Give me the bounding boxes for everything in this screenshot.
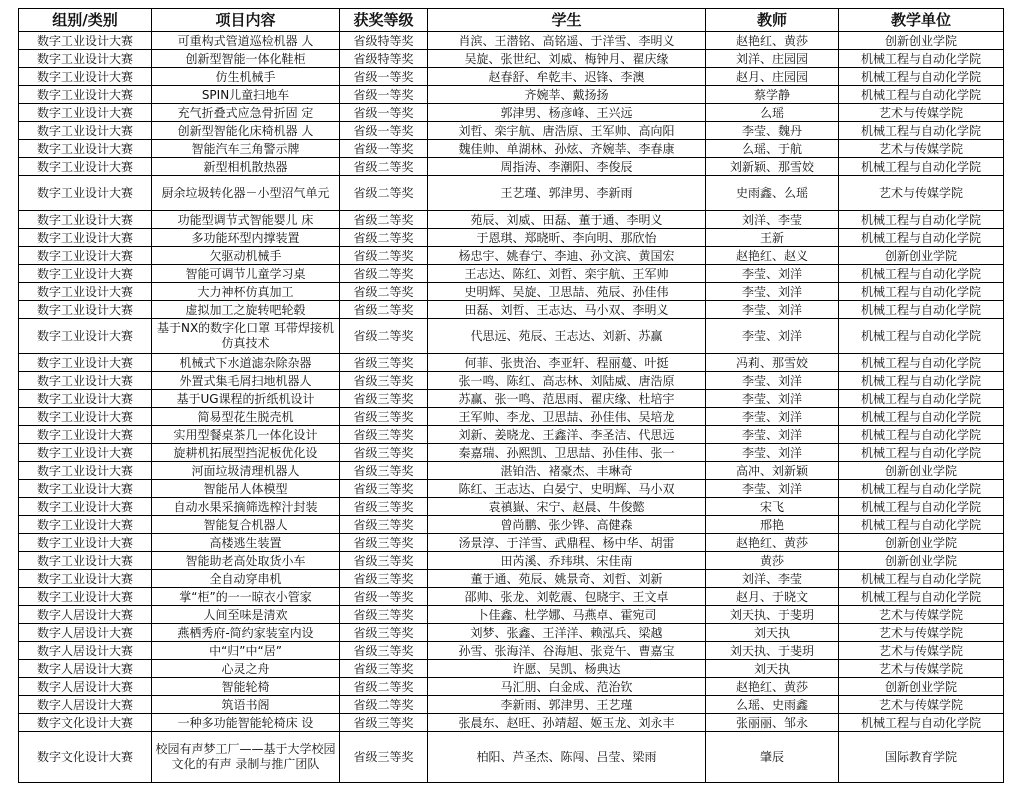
table-row: [19, 32, 1004, 50]
cell-department: 机械工程与自动化学院: [839, 354, 1004, 372]
cell-teachers: 蔡学静: [706, 86, 839, 104]
cell-award-level: 省级特等奖: [340, 50, 428, 68]
cell-teachers: 么瑶: [706, 104, 839, 122]
table-row: [19, 283, 1004, 301]
cell-group: 数字文化设计大赛: [19, 732, 152, 783]
cell-teachers: 邢艳: [706, 516, 839, 534]
cell-award-level: 省级二等奖: [340, 265, 428, 283]
cell-teachers: 李莹、刘洋: [706, 390, 839, 408]
cell-department: 艺术与传媒学院: [839, 660, 1004, 678]
cell-students: 代思远、苑辰、王志达、刘新、苏赢: [428, 319, 706, 354]
table-header-row: [19, 9, 1004, 32]
cell-award-level: 省级特等奖: [340, 32, 428, 50]
cell-award-level: 省级二等奖: [340, 678, 428, 696]
cell-students: 马汇朋、白金成、范治钦: [428, 678, 706, 696]
cell-group: 数字人居设计大赛: [19, 660, 152, 678]
cell-project: 充气折叠式应急骨折固 定: [152, 104, 340, 122]
cell-students: 张晨东、赵旺、孙靖超、姬玉龙、刘永丰: [428, 714, 706, 732]
cell-group: 数字工业设计大赛: [19, 498, 152, 516]
table-row: [19, 301, 1004, 319]
cell-award-level: 省级三等奖: [340, 606, 428, 624]
header-project: 项目内容: [152, 9, 340, 32]
cell-award-level: 省级二等奖: [340, 211, 428, 229]
cell-award-level: 省级一等奖: [340, 68, 428, 86]
cell-group: 数字人居设计大赛: [19, 624, 152, 642]
cell-teachers: 李莹、刘洋: [706, 265, 839, 283]
cell-award-level: 省级三等奖: [340, 480, 428, 498]
cell-project: 新型相机散热器: [152, 158, 340, 176]
cell-project: 智能轮椅: [152, 678, 340, 696]
table-row: [19, 714, 1004, 732]
cell-award-level: 省级三等奖: [340, 462, 428, 480]
cell-award-level: 省级三等奖: [340, 372, 428, 390]
cell-department: 艺术与传媒学院: [839, 642, 1004, 660]
cell-students: 于恩琪、郑晓昕、李向明、那欣怡: [428, 229, 706, 247]
header-department: 教学单位: [839, 9, 1004, 32]
cell-group: 数字工业设计大赛: [19, 86, 152, 104]
cell-department: 机械工程与自动化学院: [839, 122, 1004, 140]
table-row: [19, 570, 1004, 588]
cell-students: 董于通、苑辰、姚景奇、刘哲、刘新: [428, 570, 706, 588]
table-row: [19, 462, 1004, 480]
cell-students: 柏阳、芦圣杰、陈闯、吕莹、梁雨: [428, 732, 706, 783]
cell-award-level: 省级三等奖: [340, 390, 428, 408]
cell-project: 大力神杯仿真加工: [152, 283, 340, 301]
cell-students: 邵帅、张龙、刘乾震、包晓宇、王文卓: [428, 588, 706, 606]
cell-award-level: 省级三等奖: [340, 426, 428, 444]
cell-students: 魏佳帅、单湖林、孙炫、齐婉莘、李春康: [428, 140, 706, 158]
cell-department: 机械工程与自动化学院: [839, 372, 1004, 390]
cell-department: 创新创业学院: [839, 247, 1004, 265]
cell-students: 刘新、姜晓龙、王鑫洋、李圣洁、代思远: [428, 426, 706, 444]
cell-project: 智能助老高处取货小车: [152, 552, 340, 570]
table-row: [19, 140, 1004, 158]
cell-project: 智能复合机器人: [152, 516, 340, 534]
cell-group: 数字工业设计大赛: [19, 301, 152, 319]
cell-project: 全自动穿串机: [152, 570, 340, 588]
cell-project: 心灵之舟: [152, 660, 340, 678]
cell-project: SPIN儿童扫地车: [152, 86, 340, 104]
cell-teachers: 刘洋、庄园园: [706, 50, 839, 68]
cell-group: 数字工业设计大赛: [19, 534, 152, 552]
table-row: [19, 390, 1004, 408]
table-row: [19, 158, 1004, 176]
cell-project: 创新型智能化床椅机器 人: [152, 122, 340, 140]
cell-department: 艺术与传媒学院: [839, 104, 1004, 122]
cell-project: 欠驱动机械手: [152, 247, 340, 265]
cell-group: 数字人居设计大赛: [19, 696, 152, 714]
cell-project: 外置式集毛屑扫地机器人: [152, 372, 340, 390]
cell-teachers: 史雨鑫、么瑶: [706, 176, 839, 211]
cell-students: 吴旋、张世纪、刘威、梅钟月、翟庆缘: [428, 50, 706, 68]
cell-department: 艺术与传媒学院: [839, 176, 1004, 211]
cell-teachers: 李莹、刘洋: [706, 426, 839, 444]
table-row: [19, 498, 1004, 516]
cell-group: 数字工业设计大赛: [19, 122, 152, 140]
cell-award-level: 省级二等奖: [340, 176, 428, 211]
cell-students: 袁禛嶽、宋宁、赵晨、牛俊懿: [428, 498, 706, 516]
cell-group: 数字人居设计大赛: [19, 642, 152, 660]
cell-group: 数字人居设计大赛: [19, 678, 152, 696]
table-row: [19, 372, 1004, 390]
cell-group: 数字工业设计大赛: [19, 176, 152, 211]
table-row: [19, 696, 1004, 714]
cell-teachers: 肇辰: [706, 732, 839, 783]
cell-department: 机械工程与自动化学院: [839, 588, 1004, 606]
table-row: [19, 606, 1004, 624]
cell-department: 机械工程与自动化学院: [839, 319, 1004, 354]
table-row: [19, 68, 1004, 86]
cell-department: 机械工程与自动化学院: [839, 50, 1004, 68]
cell-award-level: 省级二等奖: [340, 247, 428, 265]
cell-project: 仿生机械手: [152, 68, 340, 86]
cell-project: 智能汽车三角警示牌: [152, 140, 340, 158]
cell-project: 基于UG课程的折纸机设计: [152, 390, 340, 408]
cell-group: 数字工业设计大赛: [19, 444, 152, 462]
table-row: [19, 229, 1004, 247]
table-row: [19, 265, 1004, 283]
cell-project: 人间至味是清欢: [152, 606, 340, 624]
cell-department: 机械工程与自动化学院: [839, 301, 1004, 319]
cell-group: 数字工业设计大赛: [19, 283, 152, 301]
cell-teachers: 李莹、刘洋: [706, 283, 839, 301]
cell-teachers: 李莹、刘洋: [706, 444, 839, 462]
header-group: 组别/类别: [19, 9, 152, 32]
cell-students: 肖滨、王潜铭、高铭遥、于洋雪、李明义: [428, 32, 706, 50]
cell-students: 刘梦、张鑫、王洋洋、赖泓兵、梁越: [428, 624, 706, 642]
cell-students: 孙雪、张海洋、谷海旭、张竞午、曹嘉宝: [428, 642, 706, 660]
cell-project: 多功能环型内撑装置: [152, 229, 340, 247]
cell-project: 校园有声梦工厂——基于大学校园文化的有声 录制与推广团队: [152, 732, 340, 783]
header-teachers: 教师: [706, 9, 839, 32]
cell-department: 机械工程与自动化学院: [839, 444, 1004, 462]
cell-teachers: 刘新颖、那雪姣: [706, 158, 839, 176]
cell-award-level: 省级一等奖: [340, 86, 428, 104]
table-row: [19, 444, 1004, 462]
cell-teachers: 刘天执、于斐玥: [706, 606, 839, 624]
cell-group: 数字工业设计大赛: [19, 265, 152, 283]
table-row: [19, 678, 1004, 696]
cell-teachers: 李莹、刘洋: [706, 408, 839, 426]
table-container: [18, 8, 1004, 783]
cell-project: 功能型调节式智能婴儿 床: [152, 211, 340, 229]
cell-students: 湛铂浩、褚豪杰、丰琳奇: [428, 462, 706, 480]
cell-group: 数字工业设计大赛: [19, 588, 152, 606]
table-row: [19, 319, 1004, 354]
cell-award-level: 省级三等奖: [340, 624, 428, 642]
cell-teachers: 刘洋、李莹: [706, 211, 839, 229]
cell-project: 虚拟加工之旋转吧轮毂: [152, 301, 340, 319]
table-row: [19, 552, 1004, 570]
cell-students: 曾尚鹏、张少铧、高健森: [428, 516, 706, 534]
cell-teachers: 刘天执、于斐玥: [706, 642, 839, 660]
cell-department: 机械工程与自动化学院: [839, 283, 1004, 301]
cell-students: 张一鸣、陈红、高志林、刘陆威、唐浩原: [428, 372, 706, 390]
cell-award-level: 省级三等奖: [340, 498, 428, 516]
cell-department: 艺术与传媒学院: [839, 606, 1004, 624]
cell-group: 数字工业设计大赛: [19, 480, 152, 498]
cell-teachers: 刘洋、李莹: [706, 570, 839, 588]
cell-award-level: 省级二等奖: [340, 319, 428, 354]
table-body: [19, 32, 1004, 783]
table-row: [19, 588, 1004, 606]
table-row: [19, 426, 1004, 444]
table-row: [19, 516, 1004, 534]
cell-award-level: 省级三等奖: [340, 354, 428, 372]
cell-project: 旋耕机拓展型挡泥板优化设: [152, 444, 340, 462]
cell-award-level: 省级三等奖: [340, 534, 428, 552]
cell-group: 数字工业设计大赛: [19, 516, 152, 534]
cell-award-level: 省级二等奖: [340, 158, 428, 176]
table-row: [19, 624, 1004, 642]
cell-group: 数字工业设计大赛: [19, 570, 152, 588]
cell-students: 郭津男、杨彦峰、王兴远: [428, 104, 706, 122]
cell-teachers: 么瑶、于航: [706, 140, 839, 158]
cell-teachers: 冯莉、那雪姣: [706, 354, 839, 372]
cell-project: 实用型餐桌茶几一体化设计: [152, 426, 340, 444]
cell-department: 机械工程与自动化学院: [839, 408, 1004, 426]
cell-students: 苑辰、刘威、田磊、董于通、李明义: [428, 211, 706, 229]
cell-award-level: 省级三等奖: [340, 732, 428, 783]
cell-group: 数字工业设计大赛: [19, 390, 152, 408]
table-row: [19, 732, 1004, 783]
cell-project: 可重构式管道巡检机器 人: [152, 32, 340, 50]
cell-project: 厨余垃圾转化器－小型沼气单元: [152, 176, 340, 211]
cell-award-level: 省级三等奖: [340, 552, 428, 570]
cell-project: 自动水果采摘筛选榨汁封装: [152, 498, 340, 516]
cell-group: 数字工业设计大赛: [19, 247, 152, 265]
table-row: [19, 660, 1004, 678]
cell-project: 燕栖秀府-简约家装室内设: [152, 624, 340, 642]
cell-teachers: 赵月、庄园园: [706, 68, 839, 86]
cell-teachers: 张丽丽、邹永: [706, 714, 839, 732]
cell-award-level: 省级三等奖: [340, 714, 428, 732]
cell-teachers: 刘天执: [706, 660, 839, 678]
cell-project: 筑语书阁: [152, 696, 340, 714]
cell-project: 基于NX的数字化口罩 耳带焊接机仿真技术: [152, 319, 340, 354]
cell-award-level: 省级三等奖: [340, 642, 428, 660]
cell-award-level: 省级二等奖: [340, 283, 428, 301]
cell-department: 机械工程与自动化学院: [839, 498, 1004, 516]
header-award-level: 获奖等级: [340, 9, 428, 32]
cell-teachers: 赵艳红、黄莎: [706, 678, 839, 696]
cell-students: 杨忠宇、姚春宁、李迪、孙文滨、黄国宏: [428, 247, 706, 265]
cell-department: 创新创业学院: [839, 462, 1004, 480]
cell-teachers: 刘天执: [706, 624, 839, 642]
cell-teachers: 宋飞: [706, 498, 839, 516]
cell-project: 智能吊人体模型: [152, 480, 340, 498]
cell-department: 创新创业学院: [839, 534, 1004, 552]
cell-award-level: 省级二等奖: [340, 696, 428, 714]
cell-teachers: 李莹、刘洋: [706, 372, 839, 390]
cell-department: 创新创业学院: [839, 678, 1004, 696]
header-students: 学生: [428, 9, 706, 32]
cell-award-level: 省级三等奖: [340, 660, 428, 678]
cell-students: 李新雨、郭津男、王艺瑾: [428, 696, 706, 714]
cell-teachers: 李莹、刘洋: [706, 301, 839, 319]
cell-department: 机械工程与自动化学院: [839, 390, 1004, 408]
cell-students: 赵春舒、牟乾丰、迟锋、李澳: [428, 68, 706, 86]
cell-students: 卜佳鑫、杜学娜、马燕卓、霍宛司: [428, 606, 706, 624]
cell-project: 高楼逃生装置: [152, 534, 340, 552]
cell-group: 数字工业设计大赛: [19, 408, 152, 426]
cell-group: 数字工业设计大赛: [19, 158, 152, 176]
cell-project: 简易型花生脱壳机: [152, 408, 340, 426]
cell-group: 数字工业设计大赛: [19, 32, 152, 50]
cell-students: 许愿、吴凯、杨典达: [428, 660, 706, 678]
cell-group: 数字工业设计大赛: [19, 140, 152, 158]
table-row: [19, 86, 1004, 104]
cell-students: 王艺瑾、郭津男、李新雨: [428, 176, 706, 211]
table-row: [19, 480, 1004, 498]
cell-award-level: 省级二等奖: [340, 301, 428, 319]
table-row: [19, 122, 1004, 140]
cell-award-level: 省级三等奖: [340, 444, 428, 462]
cell-students: 刘哲、栾宇航、唐浩原、王军帅、高向阳: [428, 122, 706, 140]
table-row: [19, 104, 1004, 122]
cell-department: 机械工程与自动化学院: [839, 426, 1004, 444]
cell-group: 数字工业设计大赛: [19, 354, 152, 372]
cell-students: 汤景淳、于洋雪、武鼎程、杨中华、胡雷: [428, 534, 706, 552]
cell-department: 创新创业学院: [839, 552, 1004, 570]
cell-department: 机械工程与自动化学院: [839, 211, 1004, 229]
cell-students: 秦嘉瑞、孙熙凯、卫思喆、孙佳伟、张一: [428, 444, 706, 462]
cell-teachers: 李莹、刘洋: [706, 319, 839, 354]
cell-students: 周指涛、李潮阳、李俊辰: [428, 158, 706, 176]
cell-students: 何菲、张贵治、李亚轩、程丽蔓、叶挺: [428, 354, 706, 372]
cell-group: 数字工业设计大赛: [19, 462, 152, 480]
cell-department: 艺术与传媒学院: [839, 696, 1004, 714]
cell-group: 数字工业设计大赛: [19, 211, 152, 229]
cell-group: 数字工业设计大赛: [19, 426, 152, 444]
cell-department: 艺术与传媒学院: [839, 624, 1004, 642]
cell-students: 苏赢、张一鸣、范思雨、翟庆缘、杜培宇: [428, 390, 706, 408]
cell-group: 数字文化设计大赛: [19, 714, 152, 732]
table-row: [19, 354, 1004, 372]
cell-students: 王志达、陈红、刘哲、栾宇航、王军帅: [428, 265, 706, 283]
cell-award-level: 省级一等奖: [340, 588, 428, 606]
cell-department: 机械工程与自动化学院: [839, 570, 1004, 588]
cell-teachers: 赵艳红、黄莎: [706, 32, 839, 50]
cell-group: 数字人居设计大赛: [19, 606, 152, 624]
cell-award-level: 省级一等奖: [340, 140, 428, 158]
cell-award-level: 省级三等奖: [340, 516, 428, 534]
cell-project: 中“归”中“居”: [152, 642, 340, 660]
cell-group: 数字工业设计大赛: [19, 229, 152, 247]
cell-department: 创新创业学院: [839, 32, 1004, 50]
table-row: [19, 534, 1004, 552]
cell-students: 齐婉莘、戴扬扬: [428, 86, 706, 104]
cell-teachers: 赵月、于晓文: [706, 588, 839, 606]
cell-award-level: 省级二等奖: [340, 229, 428, 247]
cell-teachers: 么瑶、史雨鑫: [706, 696, 839, 714]
cell-department: 机械工程与自动化学院: [839, 480, 1004, 498]
cell-teachers: 黄莎: [706, 552, 839, 570]
table-row: [19, 50, 1004, 68]
cell-group: 数字工业设计大赛: [19, 104, 152, 122]
cell-project: 一种多功能智能轮椅床 设: [152, 714, 340, 732]
table-row: [19, 247, 1004, 265]
cell-department: 艺术与传媒学院: [839, 140, 1004, 158]
cell-group: 数字工业设计大赛: [19, 50, 152, 68]
cell-award-level: 省级三等奖: [340, 570, 428, 588]
cell-students: 史明辉、吴旋、卫思喆、苑辰、孙佳伟: [428, 283, 706, 301]
cell-group: 数字工业设计大赛: [19, 372, 152, 390]
cell-award-level: 省级一等奖: [340, 104, 428, 122]
awards-table: [18, 8, 1004, 783]
cell-department: 机械工程与自动化学院: [839, 158, 1004, 176]
cell-project: 掌“柜”的一一晾衣小管家: [152, 588, 340, 606]
cell-students: 田磊、刘哲、王志达、马小双、李明义: [428, 301, 706, 319]
cell-department: 国际教育学院: [839, 732, 1004, 783]
cell-department: 机械工程与自动化学院: [839, 714, 1004, 732]
cell-project: 河面垃圾清理机器人: [152, 462, 340, 480]
cell-students: 陈红、王志达、白晏宁、史明辉、马小双: [428, 480, 706, 498]
cell-project: 机械式下水道滤杂除杂器: [152, 354, 340, 372]
cell-department: 机械工程与自动化学院: [839, 516, 1004, 534]
cell-teachers: 赵艳红、黄莎: [706, 534, 839, 552]
cell-teachers: 高冲、刘新颖: [706, 462, 839, 480]
table-row: [19, 408, 1004, 426]
cell-department: 机械工程与自动化学院: [839, 265, 1004, 283]
table-row: [19, 176, 1004, 211]
cell-award-level: 省级一等奖: [340, 122, 428, 140]
cell-department: 机械工程与自动化学院: [839, 229, 1004, 247]
cell-teachers: 李莹、刘洋: [706, 480, 839, 498]
cell-project: 创新型智能一体化鞋柜: [152, 50, 340, 68]
cell-department: 机械工程与自动化学院: [839, 86, 1004, 104]
cell-project: 智能可调节儿童学习桌: [152, 265, 340, 283]
cell-group: 数字工业设计大赛: [19, 68, 152, 86]
cell-students: 田芮溪、乔玮琪、宋佳南: [428, 552, 706, 570]
cell-students: 王军帅、李龙、卫思喆、孙佳伟、吴培龙: [428, 408, 706, 426]
cell-teachers: 王新: [706, 229, 839, 247]
table-row: [19, 211, 1004, 229]
cell-teachers: 李莹、魏丹: [706, 122, 839, 140]
cell-group: 数字工业设计大赛: [19, 552, 152, 570]
cell-teachers: 赵艳红、赵义: [706, 247, 839, 265]
cell-group: 数字工业设计大赛: [19, 319, 152, 354]
cell-award-level: 省级三等奖: [340, 408, 428, 426]
cell-department: 机械工程与自动化学院: [839, 68, 1004, 86]
table-row: [19, 642, 1004, 660]
